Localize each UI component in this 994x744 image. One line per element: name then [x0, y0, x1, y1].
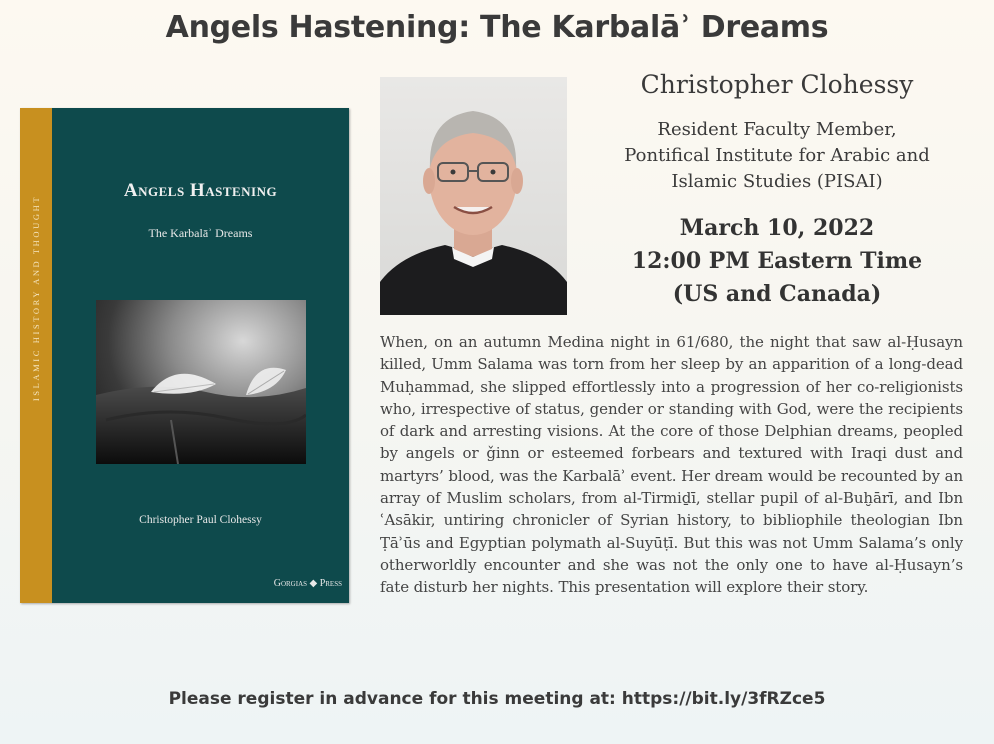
speaker-title-line: Resident Faculty Member, [657, 119, 897, 140]
speaker-info [592, 70, 962, 311]
speaker-affiliation [592, 117, 962, 195]
registration-text: Please register in advance for this meeting at: https://bit.ly/3fRZce5 [168, 689, 826, 709]
speaker-name: Christopher Clohessy [640, 70, 914, 99]
book-cover-feather-image [96, 300, 306, 464]
event-description: When, on an autumn Medina night in 61/680, the night that saw al-Ḥusayn killed, Umm Salama was torn from her sleep by an apparition of a long-dead Muḥammad, she slipped effortlessly into a progression of her co-religionists who, irrespective of status, gender or standing with God, were the recipients of dark and arresting visions. At the core of those Delphian dreams, peopled by angels or ǧinn or esteemed forbears and textured with Iraqi dust and martyrs’ blood, was the Karbalāʾ event. Her dream would be recounted by an array of Muslim scholars, from al-Tirmiḏī, stellar pupil of al-Buḫārī, and Ibn ʿAsākir, untiring chronicler of Syrian history, to bibliophile theologian Ibn Ṭāʾūs and Egyptian polymath al-Suyūṭī. But this was not Umm Salama’s only otherworldly encounter and she was not the only one to have al-Ḥusayn’s fate disturb her nights. This presentation will explore their story. [380, 333, 963, 597]
book-subtitle: The Karbalāʾ Dreams [148, 226, 253, 240]
book-spine [20, 108, 52, 603]
event-title: Angels Hastening: The Karbalāʾ Dreams [165, 10, 829, 45]
book-title: Angels Hastening [123, 180, 278, 201]
book-publisher: Gorgias ◆ Press [273, 578, 342, 589]
event-timezone: (US and Canada) [672, 281, 882, 307]
book-cover [20, 108, 349, 603]
event-time: 12:00 PM Eastern Time [631, 248, 923, 274]
book-series-label: ISLAMIC HISTORY AND THOUGHT [31, 194, 41, 402]
event-datetime [592, 212, 962, 311]
speaker-photo [380, 77, 567, 315]
book-author: Christopher Paul Clohessy [139, 514, 262, 526]
speaker-title-line: Islamic Studies (PISAI) [671, 171, 883, 192]
speaker-portrait [380, 77, 567, 315]
feather-illustration [96, 300, 306, 464]
event-date: March 10, 2022 [679, 215, 875, 241]
speaker-title-line: Pontifical Institute for Arabic and [624, 145, 930, 166]
